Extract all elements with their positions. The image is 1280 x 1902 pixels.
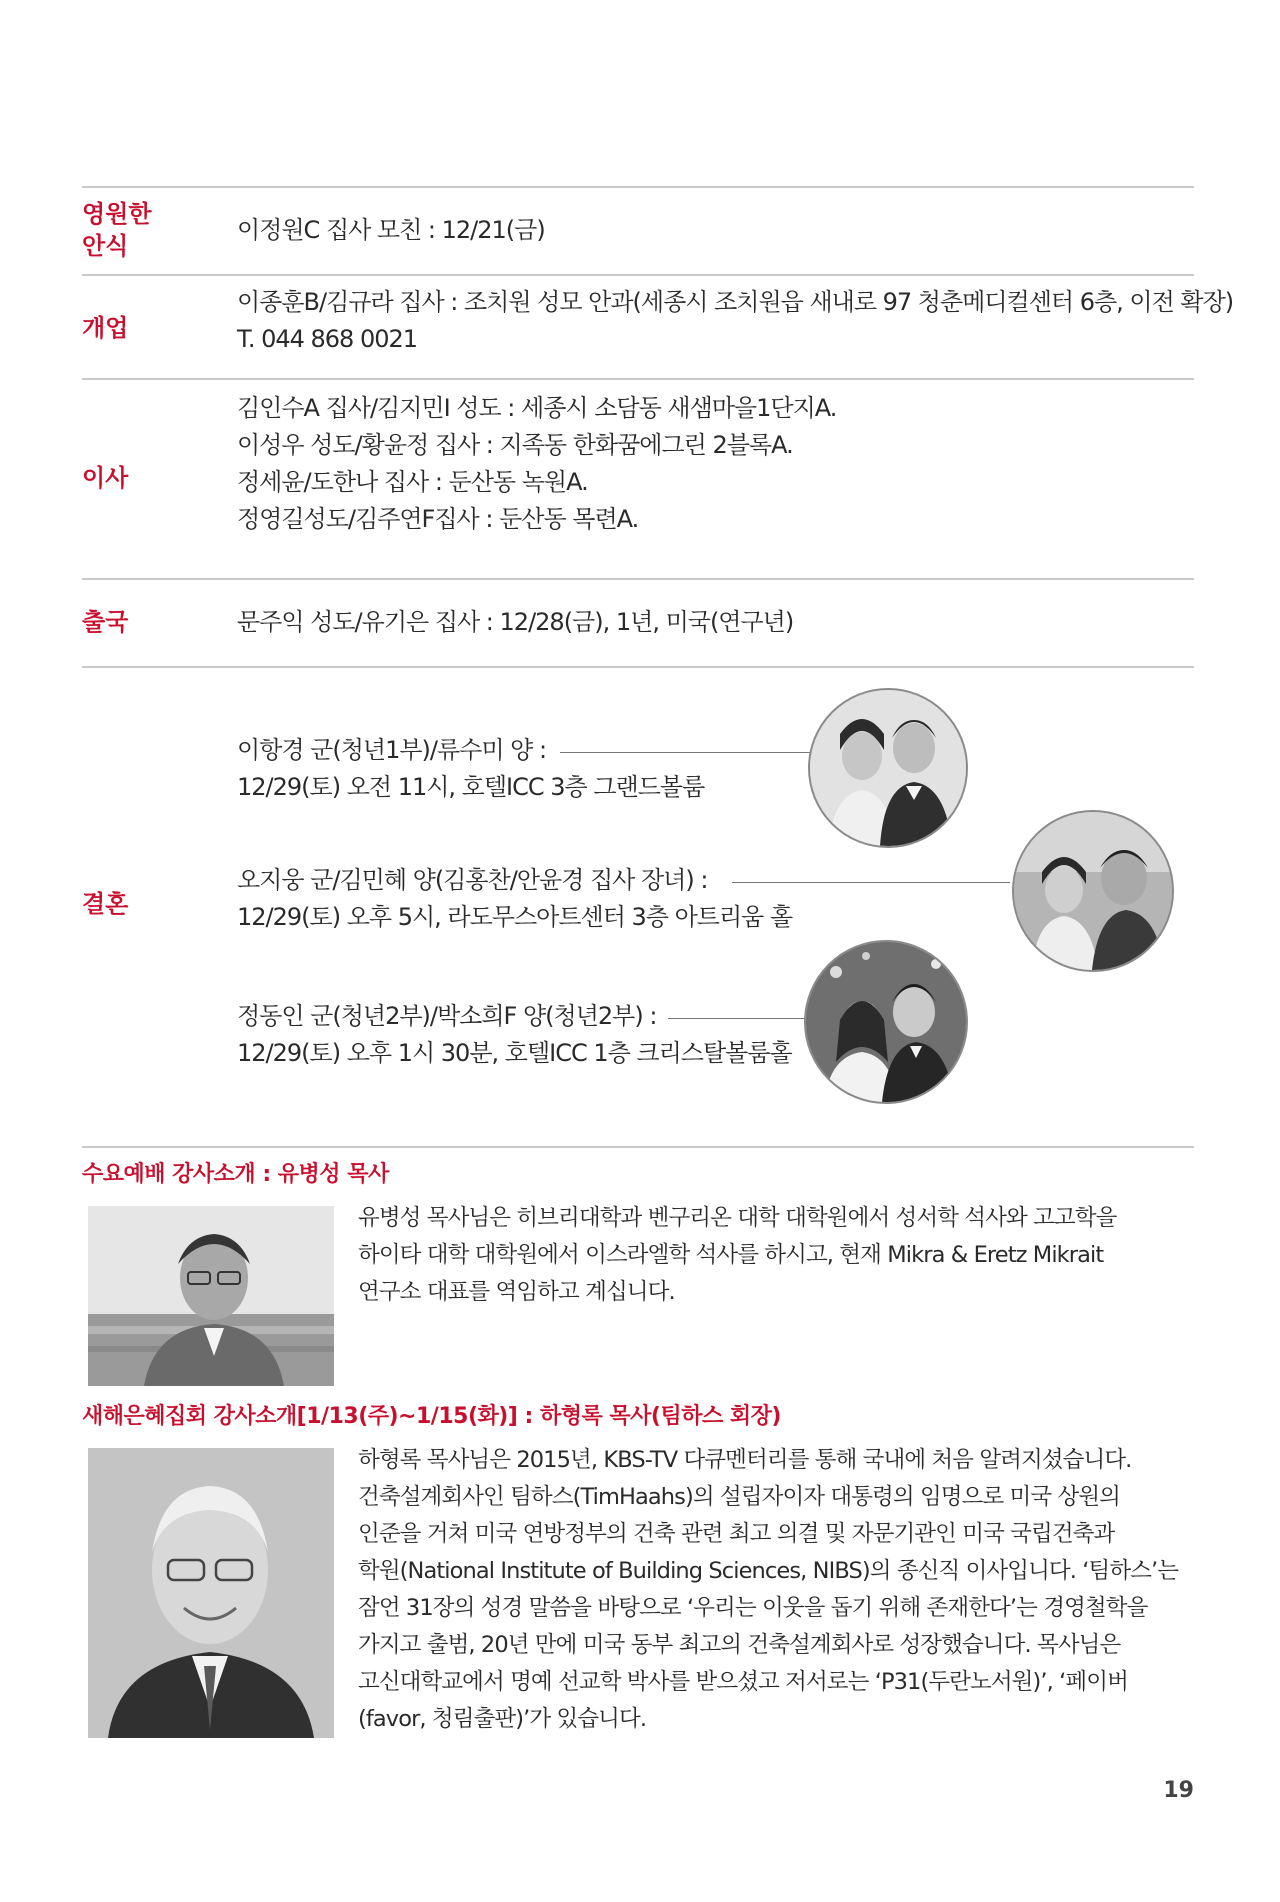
- category-label-opening: 개업: [82, 314, 129, 342]
- connector-line: [732, 882, 1010, 883]
- couple-portrait-icon: [810, 690, 966, 846]
- wedding-couple-photo: [808, 688, 968, 848]
- divider: [82, 666, 1194, 668]
- wedding-couple-photo: [804, 940, 968, 1104]
- couple-portrait-icon: [1014, 812, 1172, 970]
- announcement-text: 김인수A 집사/김지민I 성도 : 세종시 소담동 새샘마을1단지A. 이성우 성도/황윤정 집사 : 지족동 한화꿈에그린 2블록A. 정세윤/도한나 집사 : 둔산동 녹원A. 정영길성도/김주연F집사 : 둔산동 목련A.: [237, 394, 837, 533]
- connector-line: [560, 752, 812, 753]
- speaker-portrait-icon: [88, 1206, 334, 1386]
- divider: [82, 274, 1194, 276]
- divider: [82, 186, 1194, 188]
- wedding-couple-photo: [1012, 810, 1174, 972]
- category-label-bereavement: 영원한 안식: [82, 200, 152, 260]
- section-title-speaker: 수요예배 강사소개 : 유병성 목사: [82, 1162, 389, 1187]
- speaker-photo: [88, 1206, 334, 1386]
- announcement-text: 이종훈B/김규라 집사 : 조치원 성모 안과(세종시 조치원읍 새내로 97 청춘메디컬센터 6층, 이전 확장) T. 044 868 0021: [237, 288, 1234, 353]
- speaker-photo: [88, 1448, 334, 1738]
- section-title-speaker: 새해은혜집회 강사소개[1/13(주)~1/15(화)] : 하형록 목사(팀하스 회장): [82, 1404, 781, 1429]
- wedding-entry: 오지웅 군/김민혜 양(김홍찬/안윤경 집사 장녀) : 12/29(토) 오후 5시, 라도무스아트센터 3층 아트리움 홀: [237, 866, 793, 931]
- page-number: 19: [1163, 1778, 1194, 1803]
- category-label-moving: 이사: [82, 464, 129, 492]
- speaker-bio: 유병성 목사님은 히브리대학과 벤구리온 대학 대학원에서 성서학 석사와 고고학을 하이타 대학 대학원에서 이스라엘학 석사를 하시고, 현재 Mikra & Eretz Mikrait 연구소 대표를 역임하고 계십니다.: [358, 1205, 1117, 1305]
- speaker-bio: 하형록 목사님은 2015년, KBS-TV 다큐멘터리를 통해 국내에 처음 알려지셨습니다. 건축설계회사인 팀하스(TimHaahs)의 설립자이자 대통령의 임명으로 미국 상원의 인준을 거쳐 미국 연방정부의 건축 관련 최고 의결 및 자문기관인 미국 국립건축과 학원(National Institute of Building Sciences, NIBS)의 종신직 이사입니다. ‘팀하스’는 잠언 31장의 성경 말씀을 바탕으로 ‘우리는 이웃을 돕기 위해 존재한다’는 경영철학을 가지고 출범, 20년 만에 미국 동부 최고의 건축설계회사로 성장했습니다. 목사님은 고신대학교에서 명예 선교학 박사를 받으셨고 저서로는 ‘P31(두란노서원)’, ‘페이버 (favor, 청림출판)’가 있습니다.: [358, 1447, 1179, 1732]
- connector-line: [668, 1018, 808, 1019]
- divider: [82, 1146, 1194, 1148]
- divider: [82, 378, 1194, 380]
- divider: [82, 578, 1194, 580]
- category-label-departure: 출국: [82, 608, 129, 636]
- category-label-wedding: 결혼: [82, 890, 129, 918]
- speaker-portrait-icon: [88, 1448, 334, 1738]
- wedding-entry: 이항경 군(청년1부)/류수미 양 : 12/29(토) 오전 11시, 호텔ICC 3층 그랜드볼룸: [237, 736, 705, 801]
- couple-portrait-icon: [806, 942, 966, 1102]
- announcement-text: 문주익 성도/유기은 집사 : 12/28(금), 1년, 미국(연구년): [237, 608, 794, 636]
- wedding-entry: 정동인 군(청년2부)/박소희F 양(청년2부) : 12/29(토) 오후 1시 30분, 호텔ICC 1층 크리스탈볼룸홀: [237, 1002, 792, 1067]
- announcement-text: 이정원C 집사 모친 : 12/21(금): [237, 216, 545, 244]
